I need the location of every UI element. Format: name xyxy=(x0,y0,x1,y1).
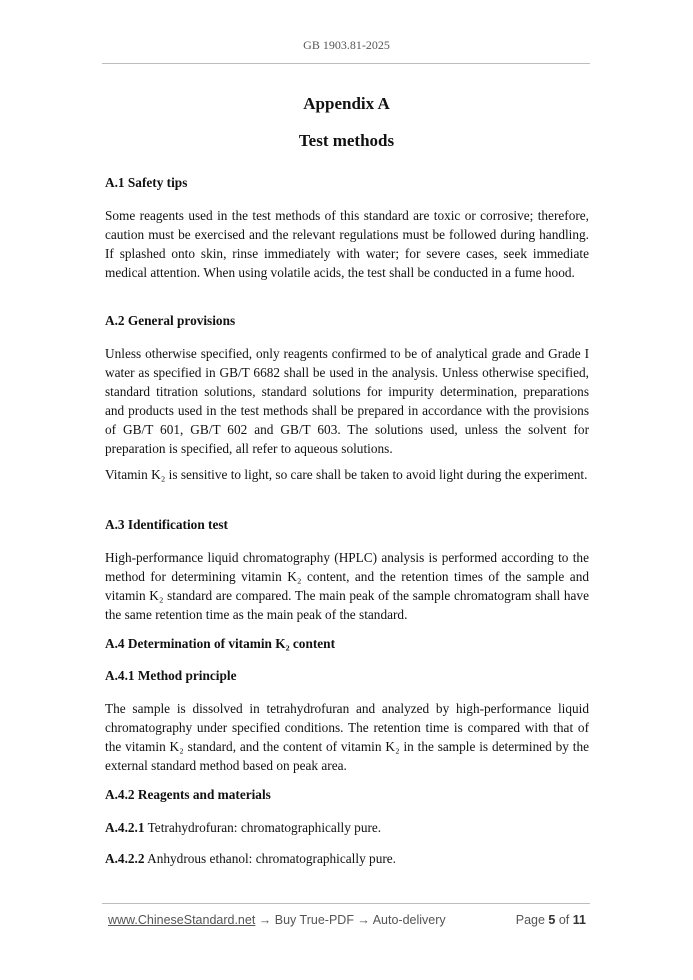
of-label: of xyxy=(558,913,570,927)
clause-text-a422: Anhydrous ethanol: chromatographically pure. xyxy=(144,851,396,866)
section-heading-a3: A.3 Identification test xyxy=(105,517,228,532)
header-divider xyxy=(102,63,590,64)
page-number: 5 xyxy=(548,913,556,927)
paragraph-general-provisions: Unless otherwise specified, only reagents confirmed to be of analytical grade and Grade I water as specified in GB/T 6682 shall be used in the analysis. Unless otherwise specified, standard titration solutions, standard solutions for impurity determination, preparations and products used in the test methods shall be prepared in accordance with the provisions of GB/T 601, GB/T 602 and GB/T 603. The solutions used, unless the solvent for preparation is specified, all refer to aqueous solutions. xyxy=(105,346,589,456)
page-indicator xyxy=(516,913,586,927)
arrow-right-icon: → xyxy=(353,913,373,927)
section-heading-a4: A.4 Determination of vitamin K₂ content xyxy=(105,636,336,651)
paragraph-method-principle: The sample is dissolved in tetrahydrofuran and analyzed by high-performance liquid chromatography under specified conditions. The retention time is compared with that of the vitamin K₂ standard, and the content of vitamin K₂ in the sample is determined by the external standard method based on peak area. xyxy=(105,701,589,773)
appendix-title: Appendix A xyxy=(303,94,390,113)
subsection-heading-a41: A.4.1 Method principle xyxy=(105,668,237,683)
site-link[interactable]: www.ChineseStandard.net xyxy=(108,913,256,927)
arrow-right-icon: → xyxy=(255,913,275,927)
document-code-header: GB 1903.81-2025 xyxy=(303,38,390,52)
paragraph-safety-tips: Some reagents used in the test methods of this standard are toxic or corrosive; therefore, caution must be exercised and the relevant regulations must be followed during handling. If splashed onto skin, rinse immediately with water; for severe cases, seek immediate medical attention. When using volatile acids, the test shall be conducted in a fume hood. xyxy=(105,208,589,280)
clause-number-a421: A.4.2.1 xyxy=(105,820,145,835)
paragraph-light-sensitivity: Vitamin K₂ is sensitive to light, so care shall be taken to avoid light during the experiment. xyxy=(105,467,588,482)
paragraph-identification-test: High-performance liquid chromatography (HPLC) analysis is performed according to the method for determining vitamin K₂ content, and the retention times of the sample and vitamin K₂ standard are compared. The main peak of the sample chromatogram shall have the same retention time as the main peak of the standard. xyxy=(105,550,589,622)
section-heading-a1: A.1 Safety tips xyxy=(105,175,188,190)
clause-number-a422: A.4.2.2 xyxy=(105,851,145,866)
page-label: Page xyxy=(515,913,545,927)
clause-a421 xyxy=(105,818,589,837)
appendix-subtitle: Test methods xyxy=(298,131,395,150)
footer-links xyxy=(108,913,446,927)
auto-delivery-text: Auto-delivery xyxy=(372,913,446,927)
buy-pdf-link[interactable]: Buy True-PDF xyxy=(274,913,354,927)
subsection-heading-a42: A.4.2 Reagents and materials xyxy=(105,787,271,802)
section-heading-a2: A.2 General provisions xyxy=(105,313,236,328)
clause-text-a421: Tetrahydrofuran: chromatographically pure. xyxy=(144,820,382,835)
footer-divider xyxy=(102,903,590,904)
page-total: 11 xyxy=(572,913,586,927)
clause-a422 xyxy=(105,849,589,868)
